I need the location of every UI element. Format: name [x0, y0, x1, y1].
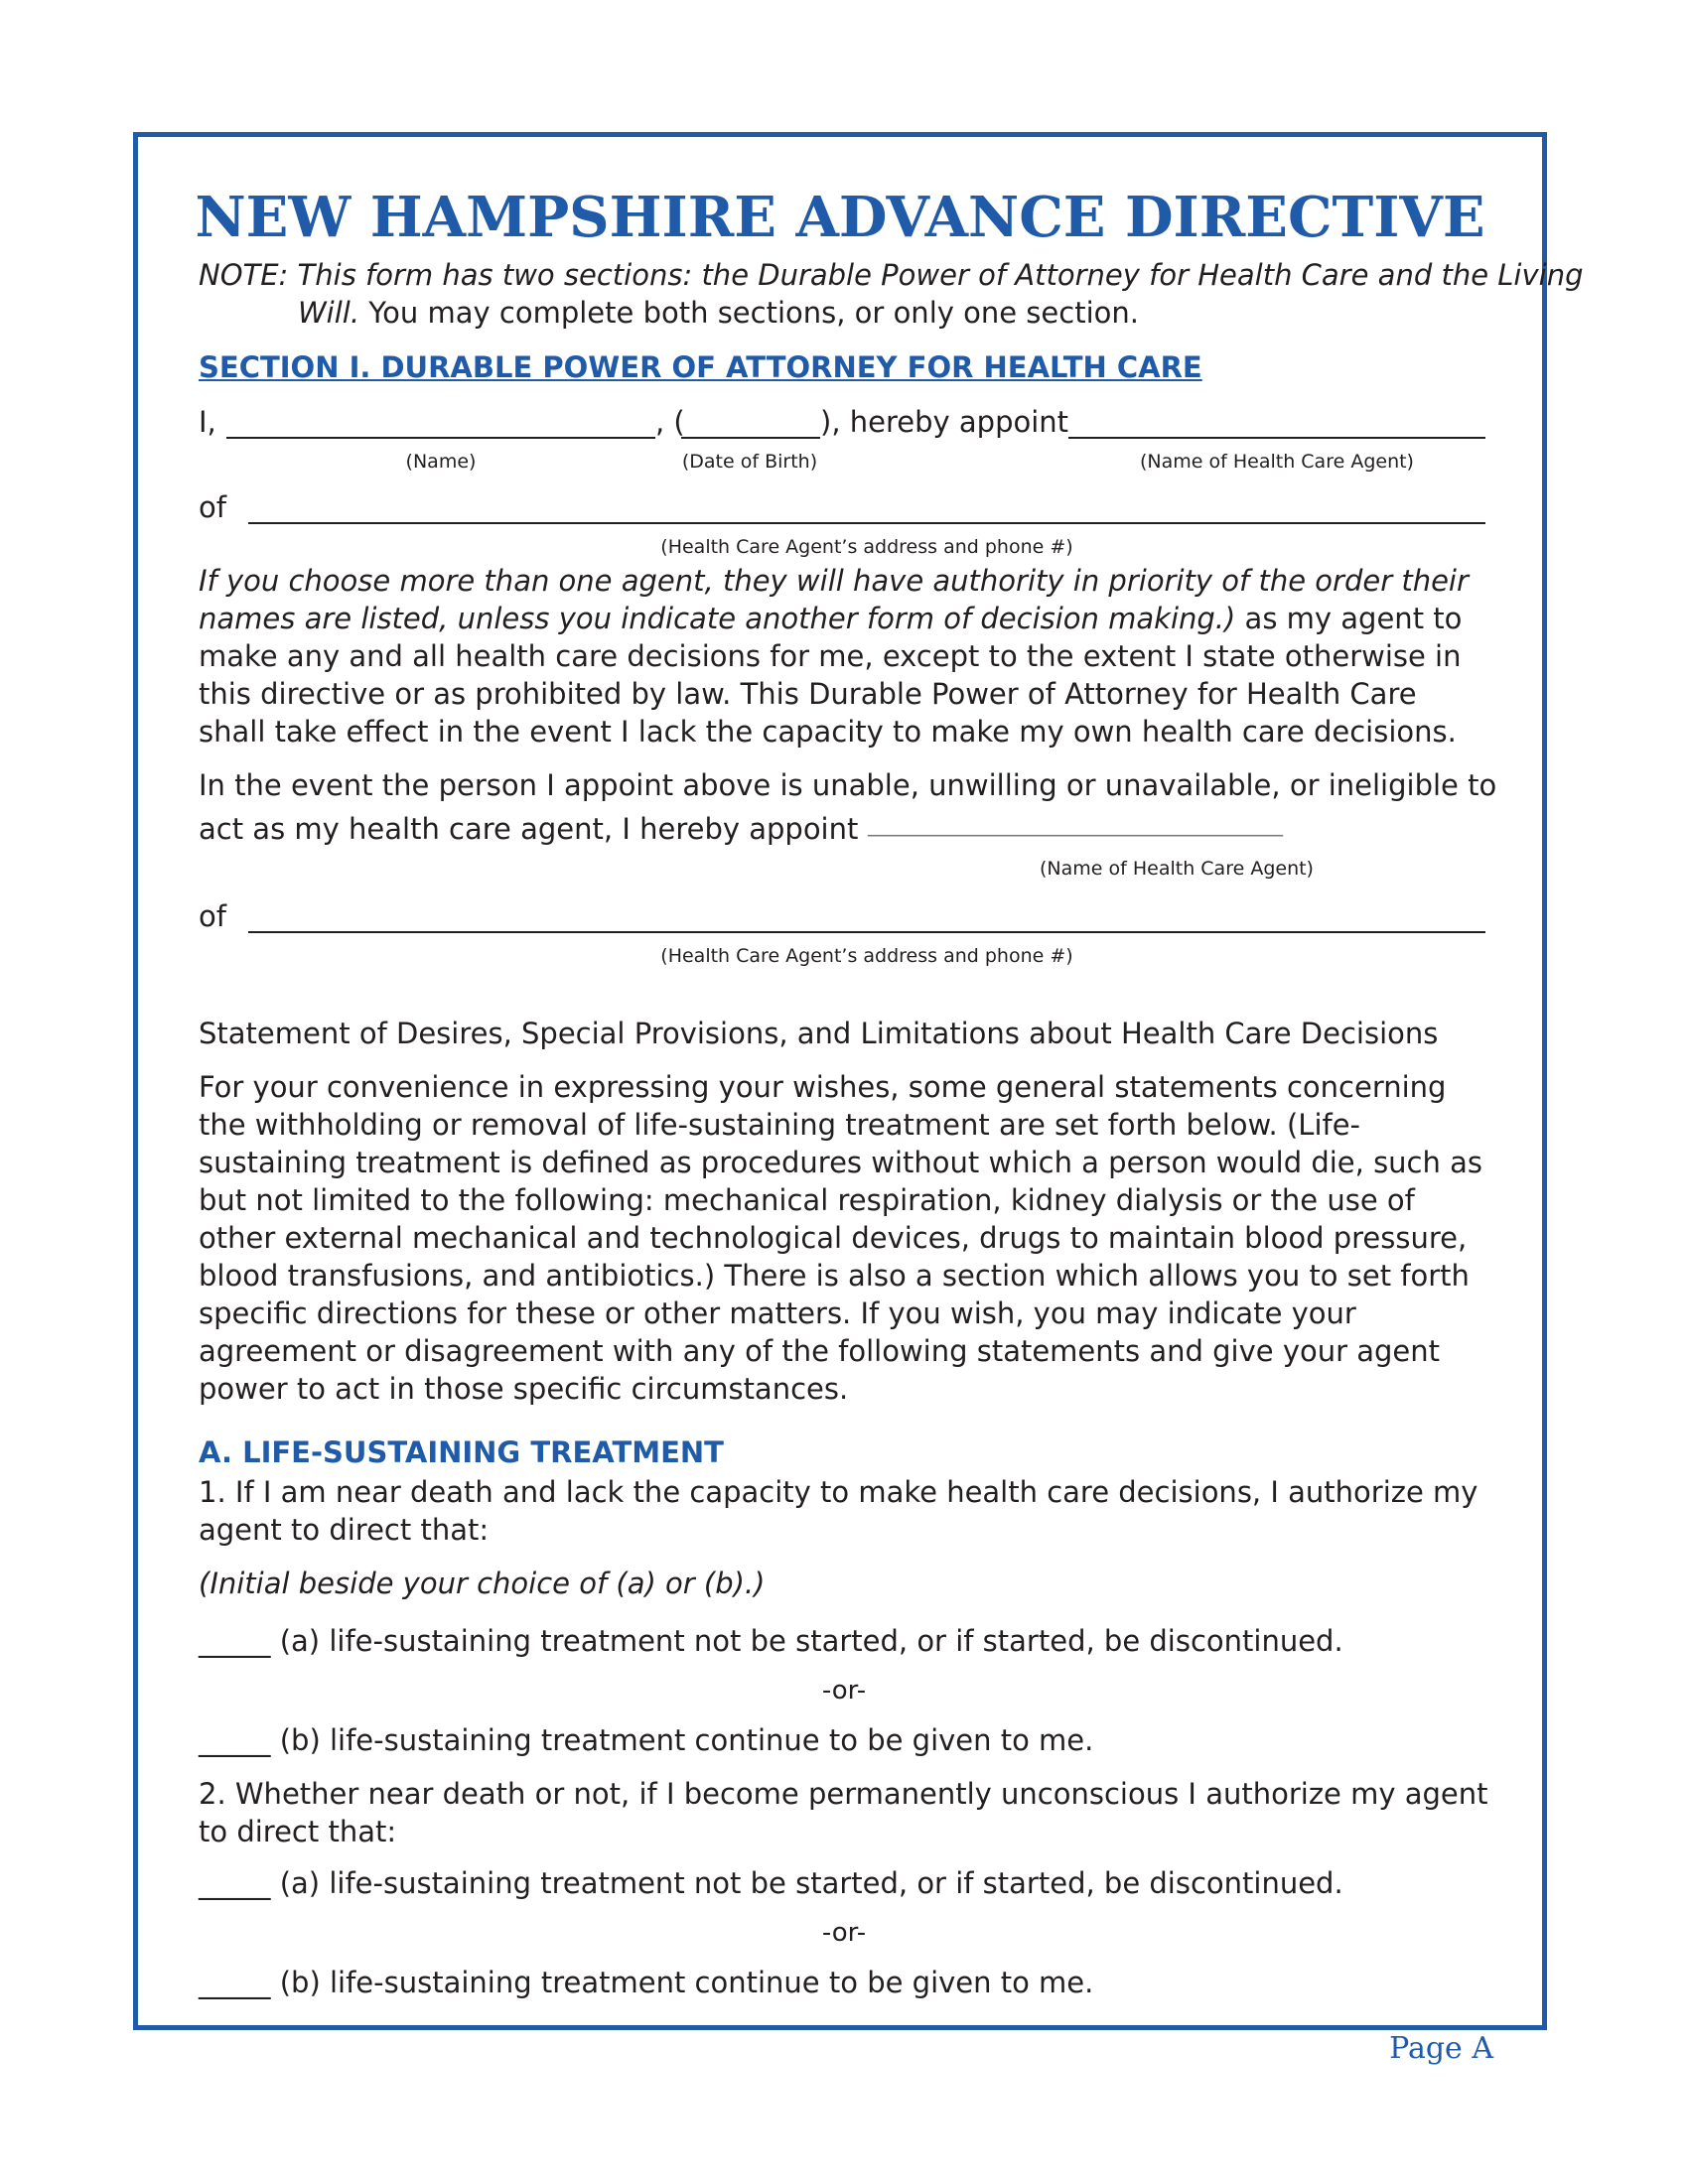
- document-title: NEW HAMPSHIRE ADVANCE DIRECTIVE: [195, 185, 1485, 250]
- agent-name-caption: (Name of Health Care Agent): [1140, 451, 1414, 473]
- alternate-agent-line-1: In the event the person I appoint above is unable, unwilling or unavailable, or ineligible to: [199, 768, 1497, 802]
- item-1-text: 1. If I am near death and lack the capacity to make health care decisions, I authorize my agent to direct that:: [199, 1475, 1478, 1547]
- page-number-label: Page A: [1389, 2031, 1493, 2066]
- item-2-text: 2. Whether near death or not, if I become permanently unconscious I authorize my agent to direct that:: [199, 1777, 1488, 1848]
- alternate-agent-name-field[interactable]: ______________________________________: [868, 812, 1283, 837]
- or-separator-1: -or-: [821, 1676, 867, 1706]
- of-label-1: of: [199, 490, 226, 524]
- item-1b-option[interactable]: _____ (b) life-sustaining treatment continue to be given to me.: [199, 1723, 1094, 1757]
- initial-instruction: (Initial beside your choice of (a) or (b).): [199, 1567, 766, 1600]
- section-1-heading: SECTION I. DURABLE POWER OF ATTORNEY FOR HEALTH CARE: [199, 350, 1202, 384]
- section-a-heading: A. LIFE-SUSTAINING TREATMENT: [199, 1435, 724, 1469]
- agent-address-caption-2: (Health Care Agent’s address and phone #): [660, 945, 1073, 967]
- name-caption: (Name): [405, 451, 477, 473]
- health-care-agent-name-field[interactable]: [1068, 437, 1485, 439]
- date-of-birth-field[interactable]: [681, 437, 820, 439]
- hereby-appoint-text: ), hereby appoint: [820, 405, 1069, 439]
- agent-address-field-1[interactable]: [248, 522, 1485, 524]
- alternate-agent-name-caption: (Name of Health Care Agent): [1040, 858, 1314, 880]
- agent-address-caption-1: (Health Care Agent’s address and phone #): [660, 536, 1073, 558]
- dob-open-paren: , (: [655, 405, 685, 439]
- note-paragraph: [199, 256, 1589, 332]
- item-1a-option[interactable]: _____ (a) life-sustaining treatment not be started, or if started, be discontinued.: [199, 1624, 1343, 1658]
- or-separator-2: -or-: [821, 1918, 867, 1948]
- statement-paragraph: For your convenience in expressing your wishes, some general statements concerning the withholding or removal of life-sustaining treatment are set forth below. (Life-sustaining treatment is defined as procedures without which a person would die, such as but not limited to the following: mechanical respiration, kidney dialysis or the use of other external mechanical and technological devices, drugs to maintain blood pressure, blood transfusions, and antibiotics.) There is also a section which allows you to set forth specific directions for these or other matters. If you wish, you may indicate your agreement or disagreement with any of the following statements and give your agent power to act in those specific circumstances.: [199, 1070, 1482, 1406]
- of-label-2: of: [199, 899, 226, 933]
- agent-authority-paragraph: [199, 562, 1489, 751]
- alternate-agent-line-2: act as my health care agent, I hereby appoint: [199, 812, 859, 846]
- note-italic: NOTE: This form has two sections: the Durable Power of Attorney for Health Care and the Living Will.: [199, 258, 1584, 330]
- appoint-prefix: I,: [199, 405, 216, 439]
- item-2a-option[interactable]: _____ (a) life-sustaining treatment not be started, or if started, be discontinued.: [199, 1866, 1343, 1900]
- agent-address-field-2[interactable]: [248, 931, 1485, 933]
- name-field[interactable]: [226, 437, 655, 439]
- statement-heading: Statement of Desires, Special Provisions, and Limitations about Health Care Decisions: [199, 1017, 1439, 1050]
- authority-plain: as my agent to make any and all health care decisions for me, except to the extent I state otherwise in this directive or as prohibited by law. This Durable Power of Attorney for Health Care shall take effect in the event I lack the capacity to make my own health care decisions.: [199, 602, 1463, 749]
- item-2b-option[interactable]: _____ (b) life-sustaining treatment continue to be given to me.: [199, 1966, 1094, 1999]
- note-plain: You may complete both sections, or only one section.: [359, 296, 1139, 330]
- dob-caption: (Date of Birth): [681, 451, 818, 473]
- authority-italic: If you choose more than one agent, they will have authority in priority of the order their names are listed, unless you indicate another form of decision making.): [199, 564, 1469, 635]
